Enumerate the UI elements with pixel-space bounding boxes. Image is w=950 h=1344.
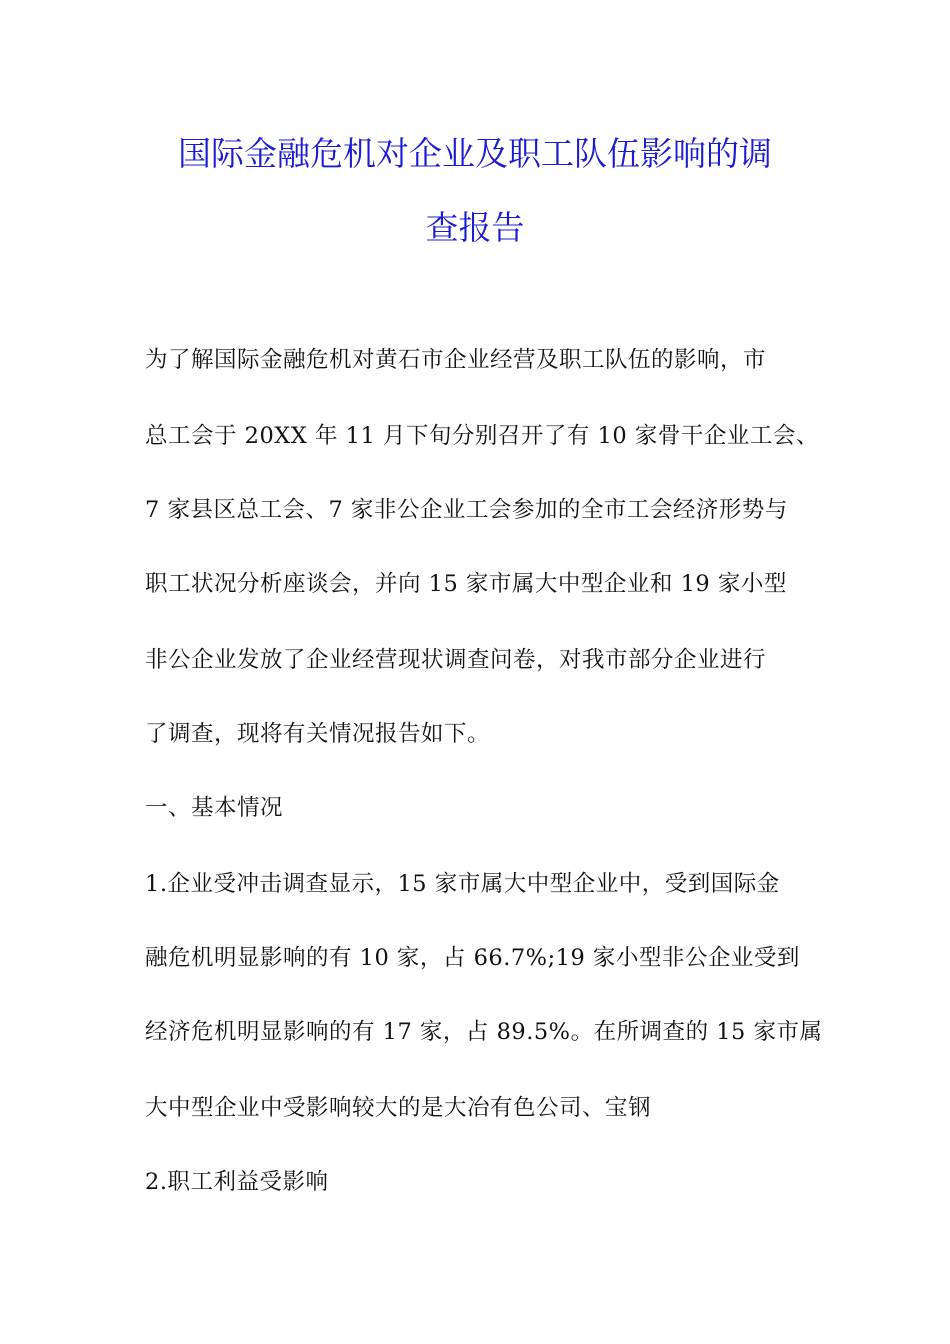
paragraph-line: 经济危机明显影响的有 17 家，占 89.5%。在所调查的 15 家市属 [145,1019,823,1045]
document-title-line-2: 查报告 [425,208,525,247]
paragraph-line: 7 家县区总工会、7 家非公企业工会参加的全市工会经济形势与 [145,497,788,523]
paragraph-line: 职工状况分析座谈会，并向 15 家市属大中型企业和 19 家小型 [145,571,787,597]
paragraph-line: 了调查，现将有关情况报告如下。 [145,721,491,747]
section-heading: 一、基本情况 [145,795,284,821]
subsection-heading: 2.职工利益受影响 [145,1169,329,1195]
paragraph-line: 融危机明显影响的有 10 家，占 66.7%;19 家小型非公企业受到 [145,945,800,971]
paragraph-line: 非公企业发放了企业经营现状调查问卷，对我市部分企业进行 [145,647,767,673]
paragraph-line: 总工会于 20XX 年 11 月下旬分别召开了有 10 家骨干企业工会、 [145,423,819,449]
paragraph-line: 1.企业受冲击调查显示，15 家市属大中型企业中，受到国际金 [145,871,780,897]
paragraph-line: 大中型企业中受影响较大的是大冶有色公司、宝钢 [145,1095,652,1121]
paragraph-line: 为了解国际金融危机对黄石市企业经营及职工队伍的影响，市 [145,347,767,373]
document-title-line-1: 国际金融危机对企业及职工队伍影响的调 [178,134,772,173]
